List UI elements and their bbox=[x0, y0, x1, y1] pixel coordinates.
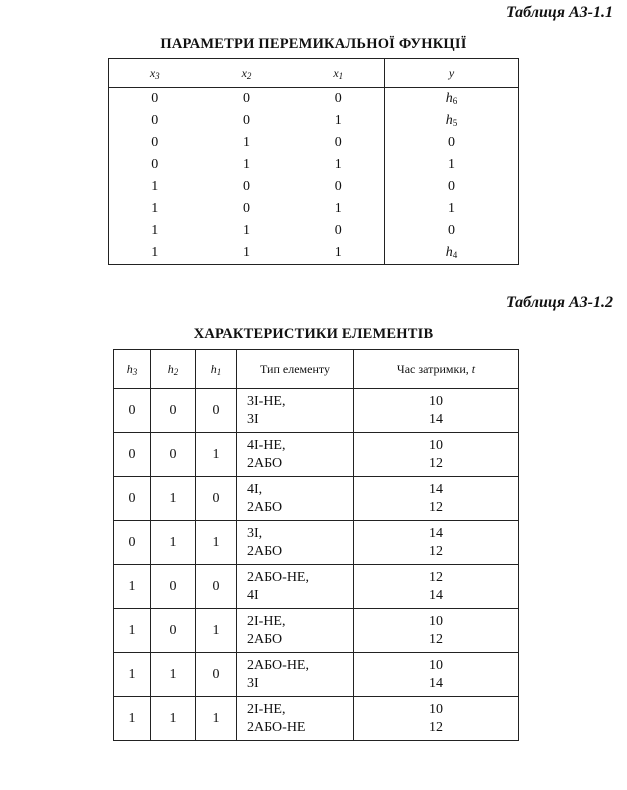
cell-h3: 1 bbox=[114, 609, 151, 653]
table2-row bbox=[114, 609, 519, 653]
cell-h2: 1 bbox=[151, 653, 196, 697]
cell-element-type: 2АБО-НЕ, 4I bbox=[237, 565, 354, 609]
switching-function-table bbox=[108, 58, 519, 265]
cell-h2: 0 bbox=[151, 389, 196, 433]
cell-element-type: 4I-НЕ, 2АБО bbox=[237, 433, 354, 477]
header-y: y bbox=[385, 59, 519, 88]
header-h1: $h_1$ bbox=[196, 350, 237, 389]
cell-x2: 1 bbox=[243, 157, 250, 172]
cell-x2: 0 bbox=[243, 201, 250, 216]
cell-x3: 0 bbox=[151, 157, 159, 172]
cell-x2: 1 bbox=[243, 223, 250, 238]
cell-x1: 1 bbox=[334, 113, 342, 128]
table1-row bbox=[109, 88, 519, 111]
cell-h2: 0 bbox=[151, 565, 196, 609]
table2-row bbox=[114, 653, 519, 697]
table1-row bbox=[109, 220, 519, 242]
cell-h1: 0 bbox=[196, 389, 237, 433]
cell-y: $h_6$ bbox=[385, 88, 519, 111]
cell-x3: 1 bbox=[151, 223, 159, 238]
header-h2: $h_2$ bbox=[151, 350, 196, 389]
cell-h1: 1 bbox=[196, 609, 237, 653]
cell-delay-time: 14 12 bbox=[354, 521, 519, 565]
table2-header-row bbox=[114, 350, 519, 389]
header-x2: $x_2$ bbox=[201, 59, 293, 88]
table2-row bbox=[114, 433, 519, 477]
table1-row bbox=[109, 154, 519, 176]
cell-x3: 1 bbox=[151, 179, 159, 194]
cell-y: 0 bbox=[385, 220, 519, 242]
cell-h3: 1 bbox=[114, 697, 151, 741]
header-x3: $x_3$ bbox=[109, 59, 201, 88]
cell-h3: 0 bbox=[114, 521, 151, 565]
cell-h3: 1 bbox=[114, 653, 151, 697]
header-h3: $h_3$ bbox=[114, 350, 151, 389]
cell-h1: 1 bbox=[196, 521, 237, 565]
cell-delay-time: 10 14 bbox=[354, 389, 519, 433]
header-delay-time: Час затримки, t bbox=[354, 350, 519, 389]
table1-row bbox=[109, 198, 519, 220]
cell-x1: 0 bbox=[334, 223, 342, 238]
cell-x2: 0 bbox=[243, 91, 250, 106]
cell-delay-time: 10 14 bbox=[354, 653, 519, 697]
cell-x1: 0 bbox=[334, 135, 342, 150]
cell-h2: 0 bbox=[151, 433, 196, 477]
cell-element-type: 4I, 2АБО bbox=[237, 477, 354, 521]
cell-y: 0 bbox=[385, 132, 519, 154]
cell-h2: 1 bbox=[151, 477, 196, 521]
table2-row bbox=[114, 521, 519, 565]
cell-delay-time: 10 12 bbox=[354, 433, 519, 477]
table1-title: ПАРАМЕТРИ ПЕРЕМИКАЛЬНОЇ ФУНКЦІЇ bbox=[160, 36, 467, 52]
cell-y: 1 bbox=[385, 154, 519, 176]
cell-h1: 0 bbox=[196, 653, 237, 697]
cell-h2: 1 bbox=[151, 521, 196, 565]
cell-y: $h_5$ bbox=[385, 110, 519, 132]
cell-delay-time: 10 12 bbox=[354, 609, 519, 653]
table1-row bbox=[109, 242, 519, 265]
cell-element-type: 2I-НЕ, 2АБО-НЕ bbox=[237, 697, 354, 741]
cell-x3: 1 bbox=[151, 245, 159, 260]
table2-row bbox=[114, 389, 519, 433]
cell-h1: 0 bbox=[196, 477, 237, 521]
cell-delay-time: 10 12 bbox=[354, 697, 519, 741]
table2-row bbox=[114, 477, 519, 521]
cell-x2: 0 bbox=[243, 179, 250, 194]
table1-header-row bbox=[109, 59, 519, 88]
element-characteristics-table bbox=[113, 349, 519, 741]
cell-x1: 0 bbox=[334, 179, 342, 194]
cell-x3: 0 bbox=[151, 135, 159, 150]
cell-x3: 1 bbox=[151, 201, 159, 216]
cell-x2: 1 bbox=[243, 135, 250, 150]
cell-x3: 0 bbox=[151, 113, 159, 128]
cell-h1: 1 bbox=[196, 697, 237, 741]
table1-caption: Таблиця А3-1.1 bbox=[505, 4, 613, 21]
table1-row bbox=[109, 132, 519, 154]
cell-x1: 0 bbox=[334, 91, 342, 106]
cell-delay-time: 12 14 bbox=[354, 565, 519, 609]
cell-h2: 0 bbox=[151, 609, 196, 653]
cell-h2: 1 bbox=[151, 697, 196, 741]
cell-element-type: 2АБО-НЕ, 3I bbox=[237, 653, 354, 697]
cell-h3: 0 bbox=[114, 433, 151, 477]
table2-row bbox=[114, 565, 519, 609]
cell-x1: 1 bbox=[334, 157, 342, 172]
table1-row bbox=[109, 176, 519, 198]
cell-delay-time: 14 12 bbox=[354, 477, 519, 521]
table1-row bbox=[109, 110, 519, 132]
header-x1: $x_1$ bbox=[293, 59, 385, 88]
cell-h3: 0 bbox=[114, 389, 151, 433]
cell-x3: 0 bbox=[151, 91, 159, 106]
cell-y: $h_4$ bbox=[385, 242, 519, 265]
cell-element-type: 2I-НЕ, 2АБО bbox=[237, 609, 354, 653]
table2-title: ХАРАКТЕРИСТИКИ ЕЛЕМЕНТІВ bbox=[193, 326, 434, 342]
cell-y: 0 bbox=[385, 176, 519, 198]
cell-x2: 0 bbox=[243, 113, 250, 128]
cell-h3: 1 bbox=[114, 565, 151, 609]
cell-x1: 1 bbox=[334, 201, 342, 216]
cell-h3: 0 bbox=[114, 477, 151, 521]
cell-element-type: 3I-НЕ, 3I bbox=[237, 389, 354, 433]
cell-x1: 1 bbox=[334, 245, 342, 260]
cell-x2: 1 bbox=[243, 245, 250, 260]
cell-h1: 0 bbox=[196, 565, 237, 609]
table2-row bbox=[114, 697, 519, 741]
table2-caption: Таблиця А3-1.2 bbox=[505, 294, 613, 311]
header-element-type: Тип елементу bbox=[237, 350, 354, 389]
cell-h1: 1 bbox=[196, 433, 237, 477]
cell-element-type: 3I, 2АБО bbox=[237, 521, 354, 565]
cell-y: 1 bbox=[385, 198, 519, 220]
